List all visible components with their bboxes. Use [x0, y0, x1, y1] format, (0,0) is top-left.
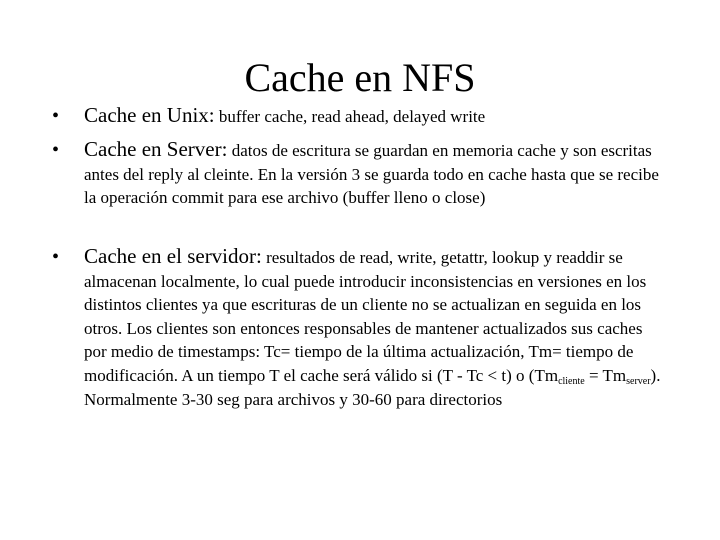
bullet-text [84, 138, 662, 210]
bullet-lead: Cache en el servidor: [84, 244, 262, 268]
bullet-lead: Cache en Unix: [84, 103, 215, 127]
bullet-cache-unix [52, 104, 662, 129]
bullet-body-mid: = Tm [584, 365, 627, 385]
bullet-marker: • [52, 105, 60, 127]
bullet-text [84, 104, 662, 129]
bullet-text [84, 245, 662, 411]
bullet-body: resultados de read, write, getattr, lookup y readdir se almacenan localmente, lo cual puede introducir inconsistencias en versiones en los distintos clientes ya que escrituras de un cliente no se actualizan en seguida en los otros. Los clientes son entonces responsables de mantener actualizados sus caches por medio de timestamps: Tc= tiempo de la última actualización, Tm= tiempo de modificación. A un tiempo T el cache será válido si (T - Tc < t) o (Tm [84, 248, 647, 385]
bullet-cache-servidor [52, 245, 662, 411]
bullet-body: buffer cache, read ahead, delayed write [214, 107, 486, 126]
bullet-lead: Cache en Server: [84, 137, 228, 161]
bullet-cache-server [52, 138, 662, 210]
bullet-body: datos de escritura se guardan en memoria cache y son escritas antes del reply al cleinte. En la versión 3 se guarda todo en cache hasta que se recibe la operación commit para ese archivo (buffer lleno o close) [84, 141, 659, 208]
subscript-server: server [626, 375, 651, 387]
slide-title: Cache en NFS [244, 55, 476, 100]
subscript-cliente: cliente [558, 375, 585, 387]
bullet-marker: • [52, 246, 60, 268]
bullet-marker: • [52, 139, 60, 161]
bullet-body-tail: ). Normalmente 3-30 seg para archivos y 30-60 para directorios [84, 365, 661, 409]
